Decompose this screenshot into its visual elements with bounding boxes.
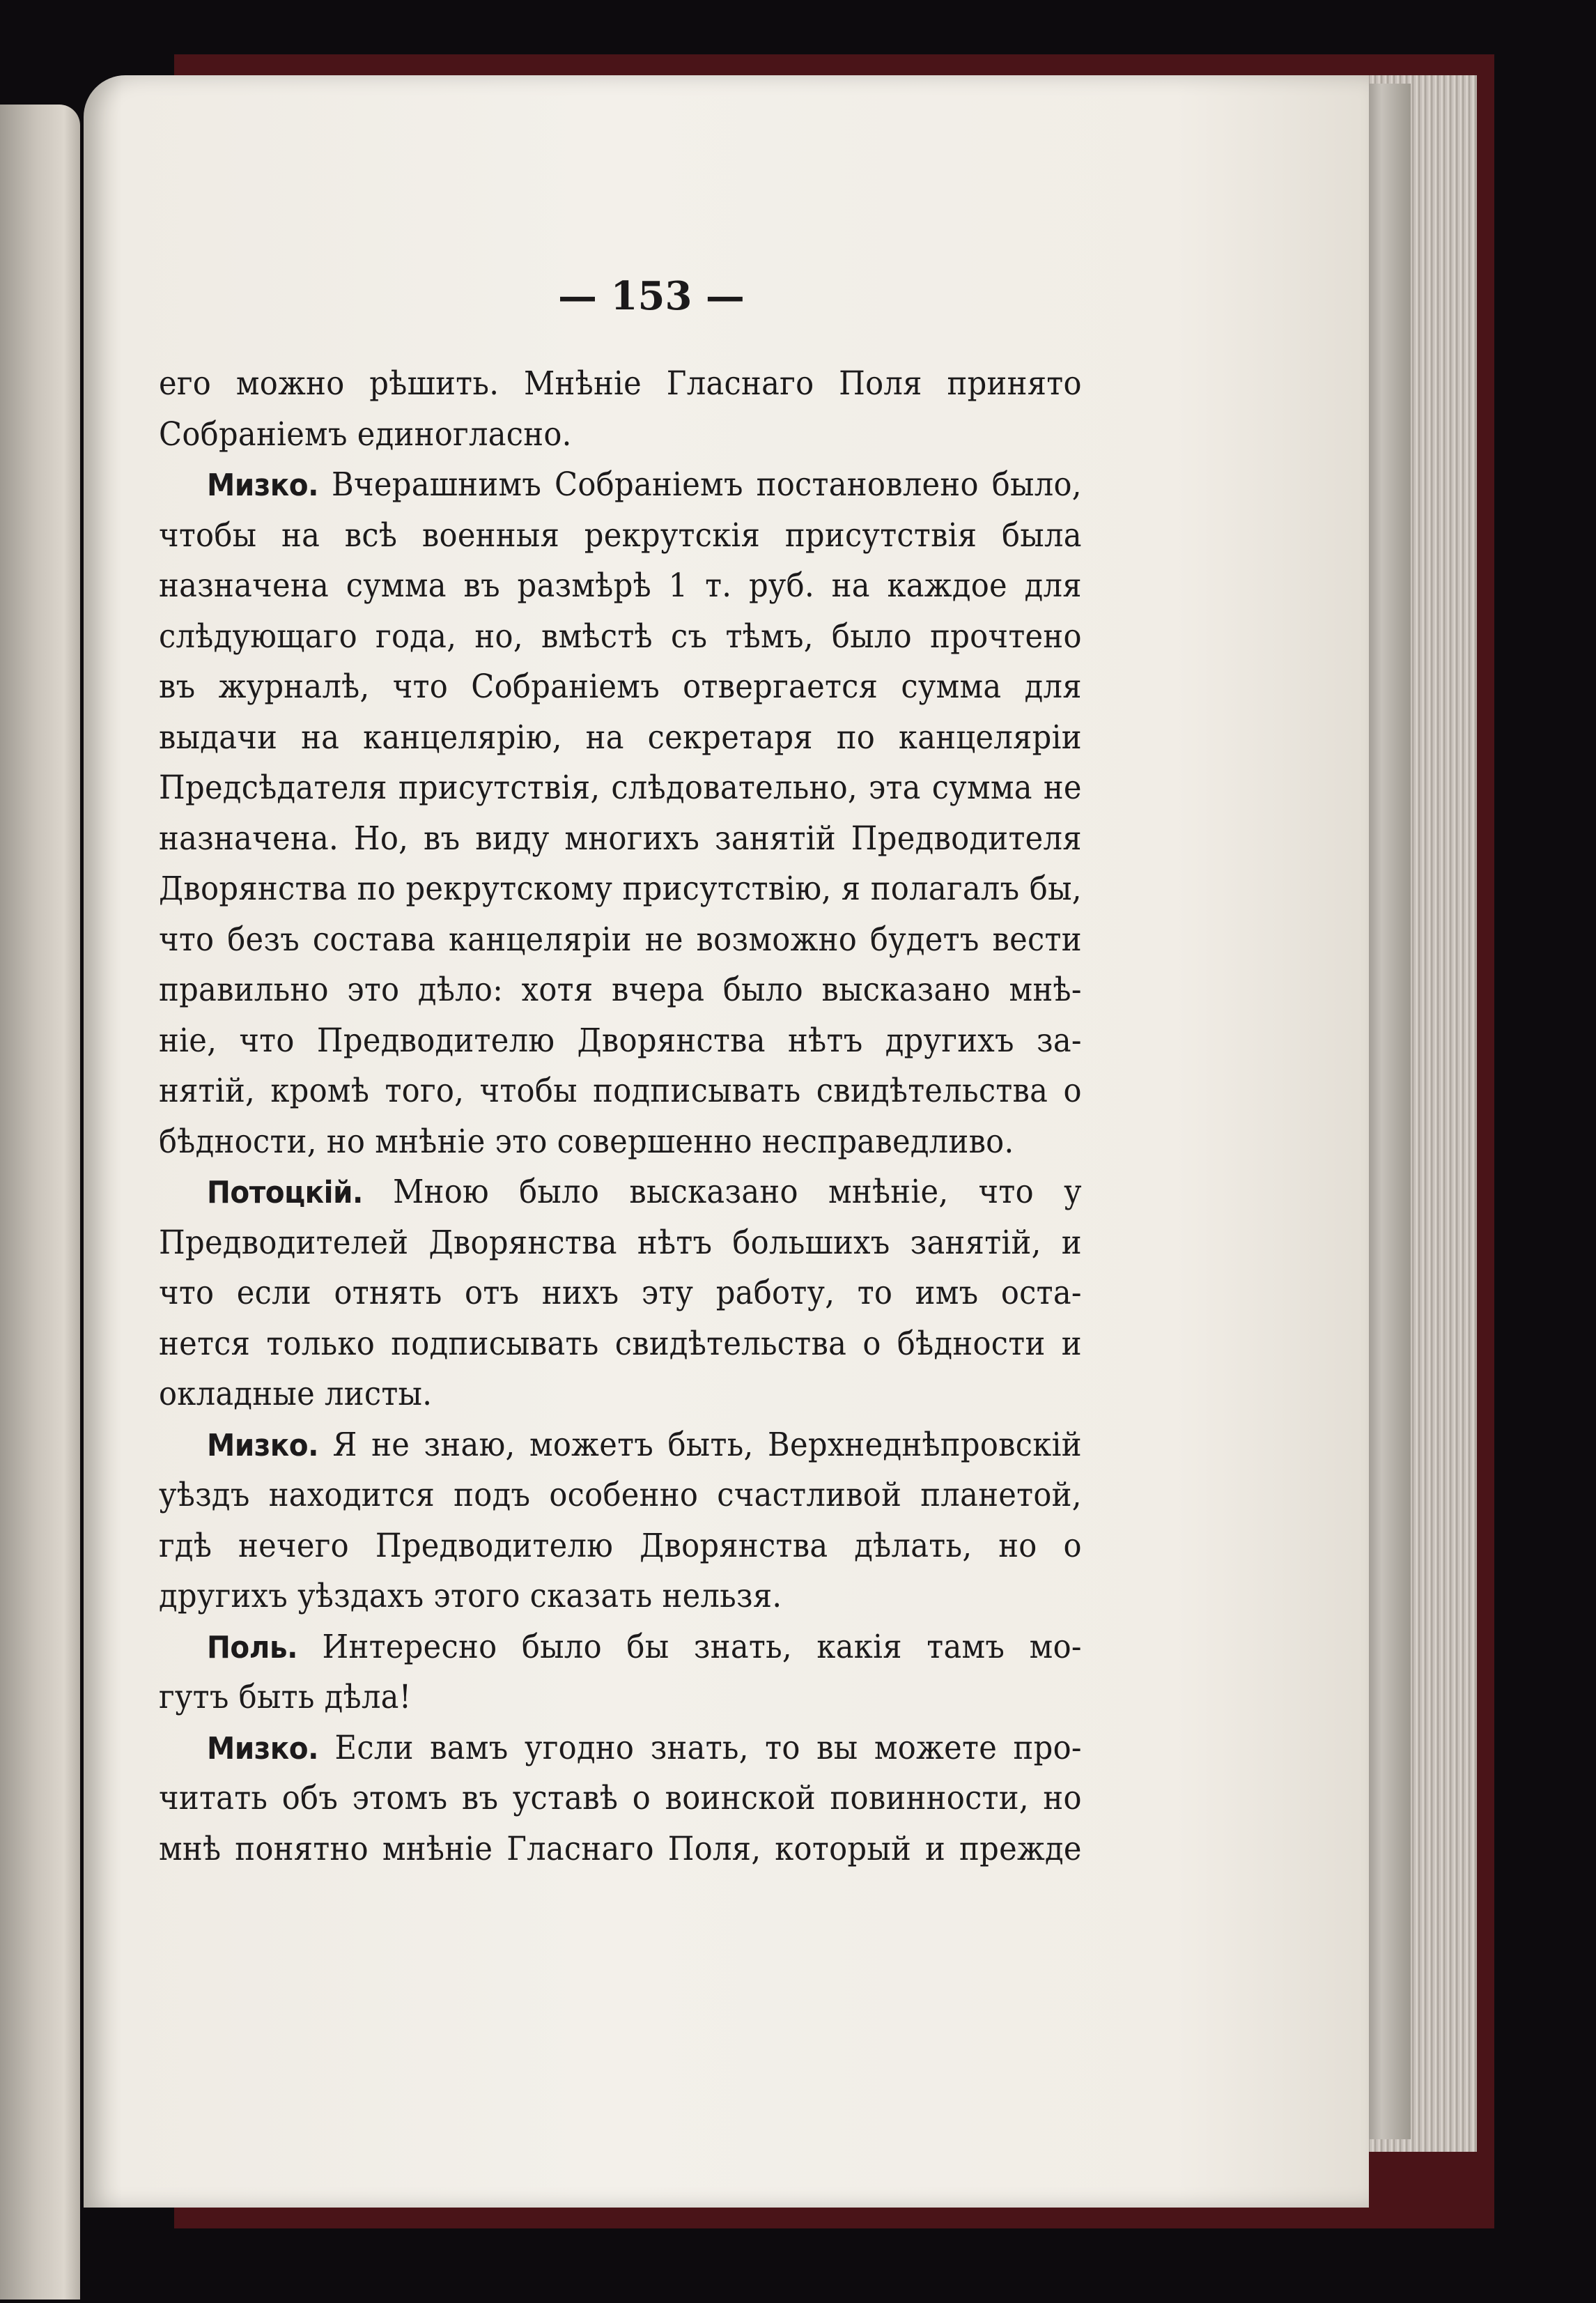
text-line: Дворянства по рекрутскому присутствію, я полагалъ бы, (159, 870, 1082, 908)
text-line: нятій, кромѣ того, чтобы подписывать свидѣтельства о (159, 1072, 1082, 1110)
text-line: гдѣ нечего Предводителю Дворянства дѣлать, но о (159, 1526, 1082, 1565)
text-line-content: Мною было высказано мнѣніе, что у (393, 1173, 1082, 1211)
paragraph (159, 359, 1082, 460)
text-line (159, 1723, 1082, 1774)
text-line: что если отнять отъ нихъ эту работу, то имъ оста- (159, 1274, 1082, 1312)
text-line-content: Вчерашнимъ Собраніемъ постановлено было, (331, 465, 1082, 504)
text-line: другихъ уѣздахъ этого сказать нельзя. (159, 1577, 782, 1615)
text-line-content: Если вамъ угодно знать, то вы можете про- (334, 1728, 1082, 1767)
page-stack-shadow (1362, 84, 1411, 2139)
text-line: назначена. Но, въ виду многихъ занятій Предводителя (159, 819, 1082, 858)
text-line: нется только подписывать свидѣтельства о бѣдности и (159, 1324, 1082, 1363)
text-line (159, 460, 1082, 511)
text-line: Предводителей Дворянства нѣтъ большихъ занятій, и (159, 1223, 1082, 1262)
text-line: ніе, что Предводителю Дворянства нѣтъ другихъ за- (159, 1021, 1082, 1060)
text-line: его можно рѣшить. Мнѣніе Гласнаго Поля принято (159, 364, 1082, 403)
text-line: бѣдности, но мнѣніе это совершенно несправедливо. (159, 1122, 1014, 1161)
text-line (159, 1167, 1082, 1218)
speaker-name: Мизко. (207, 468, 319, 503)
text-line: правильно это дѣло: хотя вчера было высказано мнѣ- (159, 971, 1082, 1009)
facing-page-edge (0, 105, 80, 2300)
text-line: окладные листы. (159, 1375, 433, 1413)
text-line-content: Интересно было бы знать, какія тамъ мо- (322, 1627, 1082, 1666)
speaker-name: Потоцкій. (207, 1175, 363, 1210)
speaker-name: Мизко. (207, 1730, 319, 1766)
text-line: мнѣ понятно мнѣніе Гласнаго Поля, который и прежде (159, 1829, 1082, 1868)
speaker-name: Поль. (207, 1629, 298, 1665)
paragraph (159, 1167, 1082, 1420)
text-line (159, 1622, 1082, 1673)
text-line-content: Я не знаю, можетъ быть, Верхнеднѣпровскій (332, 1425, 1082, 1464)
paragraph (159, 1622, 1082, 1723)
text-line: Предсѣдателя присутствія, слѣдовательно, эта сумма не (159, 769, 1082, 807)
page-number: — 153 — (558, 273, 745, 319)
text-line: читать объ этомъ въ уставѣ о воинской повинности, но (159, 1779, 1082, 1817)
text-line: выдачи на канцелярію, на секретаря по канцеляріи (159, 718, 1082, 757)
speaker-name: Мизко. (207, 1427, 319, 1463)
text-line: уѣздъ находится подъ особенно счастливой планетой, (159, 1476, 1082, 1514)
text-line: гутъ быть дѣла! (159, 1678, 412, 1716)
text-line: что безъ состава канцеляріи не возможно будетъ вести (159, 920, 1082, 959)
text-line: слѣдующаго года, но, вмѣстѣ съ тѣмъ, было прочтено (159, 617, 1082, 656)
text-line: въ журналѣ, что Собраніемъ отвергается сумма для (159, 668, 1082, 706)
text-line: чтобы на всѣ военныя рекрутскія присутствія была (159, 516, 1082, 555)
paragraph (159, 1420, 1082, 1622)
page-text (159, 275, 1082, 1874)
text-line: Собраніемъ единогласно. (159, 415, 572, 454)
paragraph (159, 460, 1082, 1167)
text-line (159, 1420, 1082, 1471)
paragraph (159, 1723, 1082, 1875)
text-line: назначена сумма въ размѣрѣ 1 т. руб. на каждое для (159, 567, 1082, 605)
